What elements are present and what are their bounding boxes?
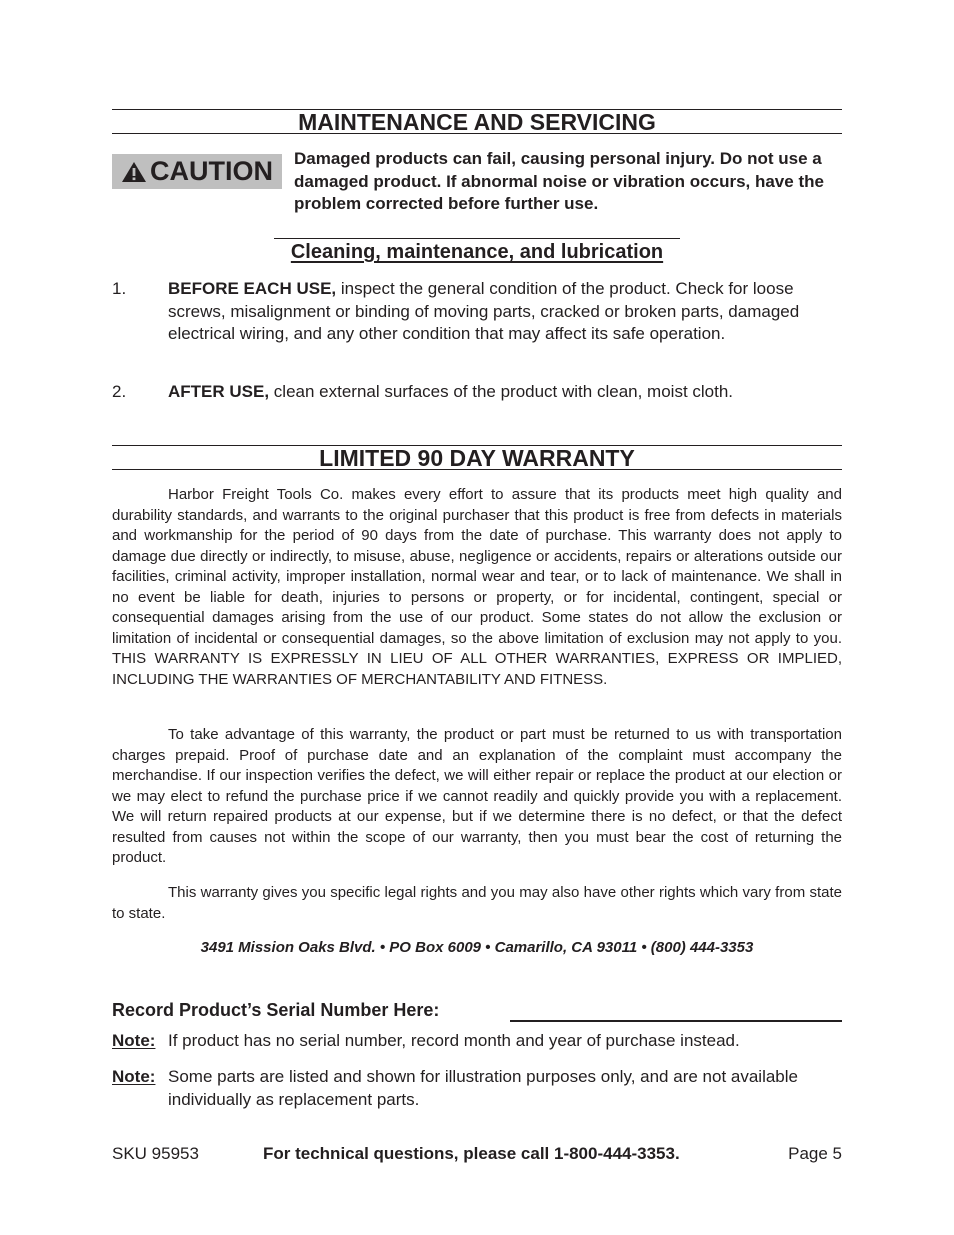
list-number: 1. bbox=[112, 279, 127, 298]
list-body bbox=[168, 278, 842, 346]
section-bottom-rule bbox=[112, 133, 842, 134]
footer-page-number: Page 5 bbox=[788, 1144, 842, 1163]
list-item bbox=[112, 381, 842, 404]
note-label: Note: bbox=[112, 1031, 156, 1050]
note-label: Note: bbox=[112, 1067, 156, 1086]
list-lead: AFTER USE, bbox=[168, 382, 270, 401]
caution-text: Damaged products can fail, causing personal injury. Do not use a damaged product. If abnormal noise or vibration occurs, have the problem corrected before further use. bbox=[294, 149, 824, 213]
list-lead: BEFORE EACH USE, bbox=[168, 279, 337, 298]
list-body bbox=[168, 381, 842, 404]
warranty-paragraph: To take advantage of this warranty, the product or part must be returned to us with transportation charges prepaid. Proof of purchase date and an explanation of the complaint must accompany the merchandise. If our inspection verifies the defect, we will either repair or replace the product at our election or we may elect to refund the purchase price if we cannot readily and quickly provide you with a replacement. We will return repaired products at our expense, but if we determine there is no defect, or that the defect resulted from causes not within the scope of our warranty, then you must bear the cost of returning the product. bbox=[112, 726, 842, 866]
note-text: If product has no serial number, record month and year of purchase instead. bbox=[168, 1031, 740, 1050]
note-text: Some parts are listed and shown for illustration purposes only, and are not available individually as replacement parts. bbox=[168, 1067, 798, 1109]
warranty-paragraph: This warranty gives you specific legal rights and you may also have other rights which vary from state to state. bbox=[112, 884, 842, 922]
footer-tech-line: For technical questions, please call 1-800-444-3353. bbox=[263, 1144, 680, 1163]
warranty-paragraph: Harbor Freight Tools Co. makes every effort to assure that its products meet high quality and durability standards, and warrants to the original purchaser that this product is free from defects in materials and workmanship for the period of 90 days from the date of purchase. This warranty does not apply to damage due directly or indirectly, to misuse, abuse, negligence or accidents, repairs or alterations outside our facilities, criminal activity, improper installation, normal wear and tear, or to lack of maintenance. We shall in no event be liable for death, injuries to persons or property, or for incidental, contingent, special or consequential damages arising from the use of our product. Some states do not allow the exclusion or limitation of incidental or consequential damages, so the above limitation of exclusion may not apply to you. THIS WARRANTY IS EXPRESSLY IN LIEU OF ALL OTHER WARRANTIES, EXPRESS OR IMPLIED, INCLUDING THE WARRANTIES OF MERCHANTABILITY AND FITNESS. bbox=[112, 486, 842, 688]
footer-sku: SKU 95953 bbox=[112, 1144, 199, 1163]
serial-number-line bbox=[510, 1020, 842, 1022]
caution-label: CAUTION bbox=[150, 156, 273, 186]
note bbox=[112, 1030, 842, 1053]
warranty-title: LIMITED 90 DAY WARRANTY bbox=[319, 445, 635, 471]
list-item bbox=[112, 278, 842, 346]
serial-number-label: Record Product’s Serial Number Here: bbox=[112, 1000, 440, 1020]
section-bottom-rule bbox=[112, 469, 842, 470]
warning-triangle-icon bbox=[121, 161, 147, 183]
list-number: 2. bbox=[112, 382, 127, 401]
cleaning-subheading-text: Cleaning, maintenance, and lubrication bbox=[290, 241, 664, 263]
note bbox=[112, 1066, 842, 1111]
cleaning-subheading bbox=[274, 238, 680, 264]
caution-badge bbox=[112, 154, 282, 189]
maintenance-title: MAINTENANCE AND SERVICING bbox=[298, 109, 656, 135]
list-text: clean external surfaces of the product with clean, moist cloth. bbox=[269, 382, 734, 401]
list-text: inspect the general condition of the product. Check for loose screws, misalignment or binding of moving parts, cracked or broken parts, damaged electrical wiring, and any other condition that may affect its safe operation. bbox=[168, 279, 800, 343]
company-address: 3491 Mission Oaks Blvd. • PO Box 6009 • Camarillo, CA 93011 • (800) 444-3353 bbox=[200, 939, 754, 956]
